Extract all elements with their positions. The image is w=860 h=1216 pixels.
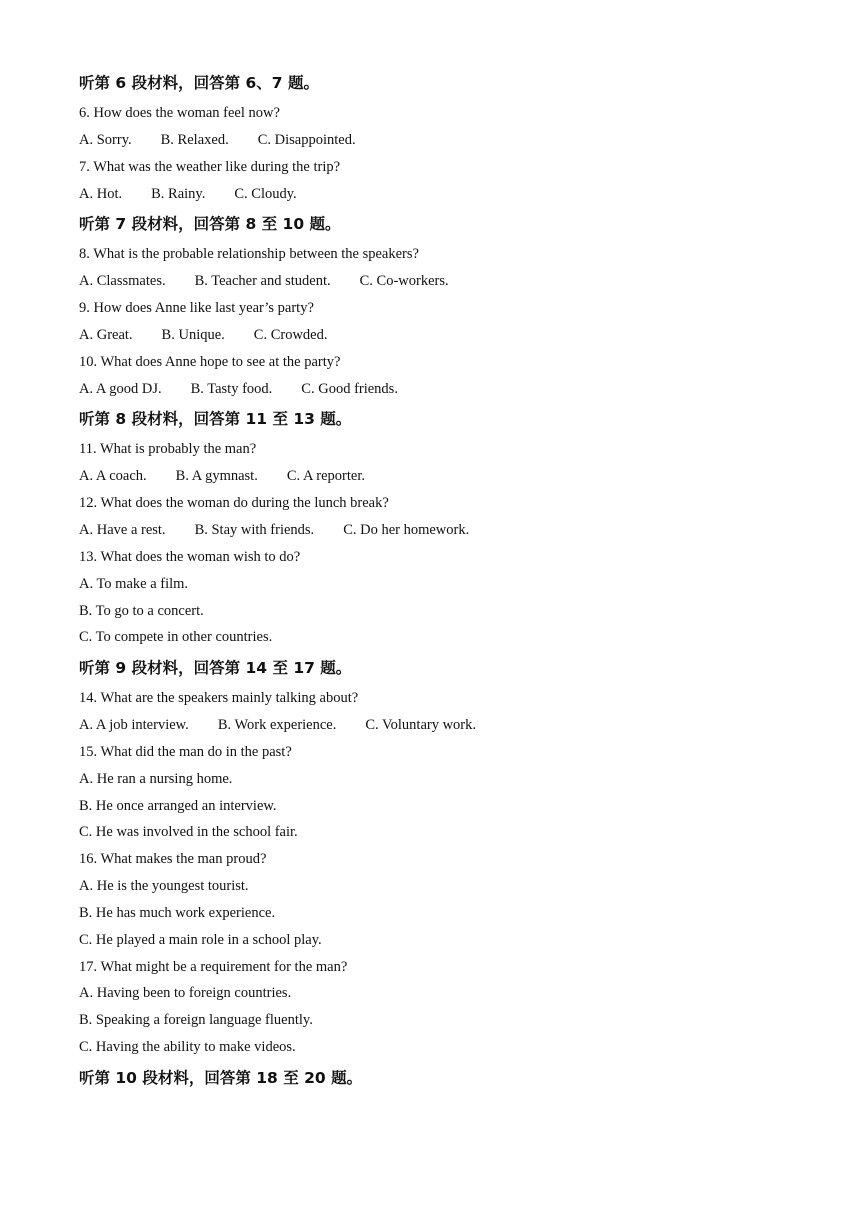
answer-option: A. To make a film. — [79, 575, 189, 592]
answer-option: A. He is the youngest tourist. — [79, 878, 249, 895]
answer-option: C. Having the ability to make videos. — [79, 1039, 296, 1056]
answer-options-row — [79, 376, 799, 403]
answer-option: C. A reporter. — [286, 468, 365, 485]
answer-option: C. He was involved in the school fair. — [79, 824, 298, 841]
answer-option: C. Crowded. — [253, 326, 328, 343]
answer-options-row — [79, 268, 799, 295]
question-text: 9. How does Anne like last year’s party? — [79, 300, 314, 317]
answer-option: A. Have a rest. — [79, 521, 166, 538]
answer-option: A. Great. — [79, 326, 133, 343]
answer-option: C. Cloudy. — [234, 185, 297, 202]
answer-options-row — [79, 181, 799, 208]
answer-option: C. Do her homework. — [343, 521, 470, 538]
answer-option: B. Stay with friends. — [194, 521, 315, 538]
section-heading: 听第 9 段材料，回答第 14 至 17 题。 — [79, 659, 352, 678]
answer-option: C. Good friends. — [301, 380, 398, 397]
question-text: 13. What does the woman wish to do? — [79, 548, 301, 565]
question-text: 12. What does the woman do during the lunch break? — [79, 495, 389, 512]
answer-option: A. Hot. — [79, 185, 123, 202]
answer-option: B. He has much work experience. — [79, 904, 276, 921]
answer-option: A. A coach. — [79, 468, 147, 485]
answer-option: A. Having been to foreign countries. — [79, 985, 292, 1002]
answer-option: A. Classmates. — [79, 273, 166, 290]
question-text: 11. What is probably the man? — [79, 441, 257, 458]
answer-option: C. He played a main role in a school play. — [79, 931, 322, 948]
answer-options-row — [79, 517, 799, 544]
section-heading: 听第 7 段材料，回答第 8 至 10 题。 — [79, 215, 341, 234]
answer-option: A. A good DJ. — [79, 380, 162, 397]
question-text: 17. What might be a requirement for the man? — [79, 958, 348, 975]
question-text: 8. What is the probable relationship between the speakers? — [79, 246, 419, 263]
section-heading: 听第 8 段材料，回答第 11 至 13 题。 — [79, 410, 352, 429]
question-text: 14. What are the speakers mainly talking about? — [79, 690, 359, 707]
answer-options-row — [79, 127, 799, 154]
answer-option: B. Rainy. — [151, 185, 206, 202]
answer-option: A. Sorry. — [79, 131, 132, 148]
answer-option: B. Relaxed. — [160, 131, 229, 148]
answer-option: A. He ran a nursing home. — [79, 770, 233, 787]
answer-options-row — [79, 712, 799, 739]
answer-option: C. Voluntary work. — [365, 717, 477, 734]
section-heading: 听第 6 段材料，回答第 6、7 题。 — [79, 74, 319, 92]
section-heading: 听第 10 段材料，回答第 18 至 20 题。 — [79, 1069, 363, 1087]
answer-option: A. A job interview. — [79, 717, 189, 734]
answer-option: B. To go to a concert. — [79, 602, 204, 619]
answer-option: B. A gymnast. — [175, 468, 258, 485]
question-text: 10. What does Anne hope to see at the party? — [79, 353, 341, 370]
question-text: 6. How does the woman feel now? — [79, 105, 280, 121]
question-text: 15. What did the man do in the past? — [79, 743, 292, 760]
answer-option: B. Teacher and student. — [194, 273, 331, 290]
answer-options-row — [79, 463, 799, 490]
question-text: 7. What was the weather like during the trip? — [79, 158, 341, 175]
exam-page — [79, 66, 799, 1095]
answer-option: B. He once arranged an interview. — [79, 797, 277, 814]
answer-option: B. Work experience. — [217, 717, 337, 734]
answer-option: C. Disappointed. — [257, 131, 356, 148]
answer-option: B. Speaking a foreign language fluently. — [79, 1012, 313, 1029]
answer-option: C. Co-workers. — [359, 273, 449, 290]
answer-option: B. Unique. — [161, 326, 225, 343]
answer-options-row — [79, 322, 799, 349]
question-text: 16. What makes the man proud? — [79, 851, 267, 868]
answer-option: C. To compete in other countries. — [79, 629, 273, 646]
answer-option: B. Tasty food. — [190, 380, 273, 397]
